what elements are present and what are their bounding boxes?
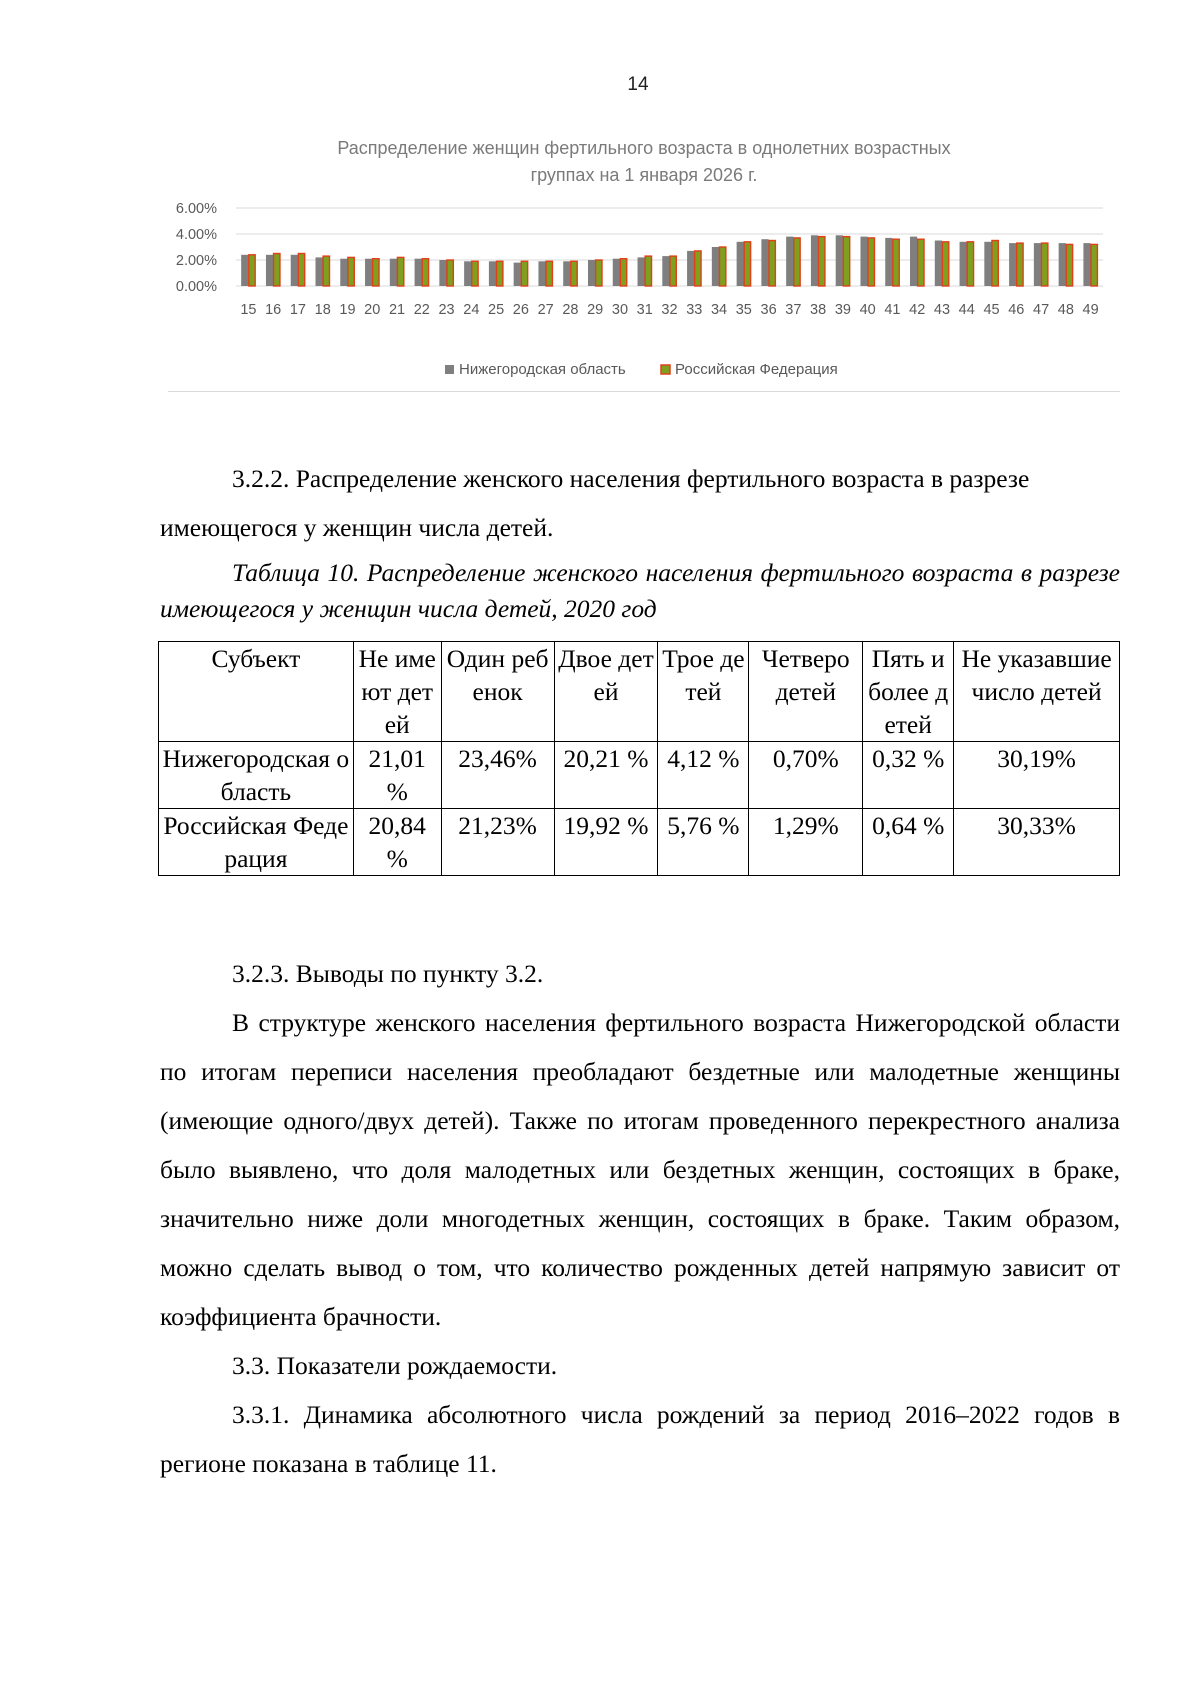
- bar-nizhny-16: [266, 255, 273, 286]
- x-tick-label: 49: [1082, 302, 1099, 318]
- bar-rf-32: [670, 256, 676, 286]
- bar-nizhny-47: [1034, 243, 1041, 286]
- bar-nizhny-45: [984, 242, 991, 286]
- legend-label-rf: Российская Федерация: [675, 361, 838, 378]
- section-322-line-2: имеющегося у женщин числа детей.: [160, 513, 554, 542]
- page-number: 14: [627, 74, 649, 95]
- bar-nizhny-28: [563, 261, 570, 286]
- bar-rf-33: [695, 251, 701, 286]
- bar-rf-41: [893, 239, 899, 286]
- x-tick-label: 30: [611, 302, 629, 318]
- x-tick-label: 43: [933, 302, 951, 318]
- table-cell: 0,64 %: [863, 809, 954, 876]
- x-tick-label: 35: [735, 302, 752, 318]
- chart-y-axis: [176, 201, 217, 295]
- table-cell: 30,33%: [954, 809, 1120, 876]
- x-tick-label: 24: [463, 302, 480, 318]
- table-header-row: [159, 642, 1120, 742]
- bar-nizhny-38: [811, 235, 818, 286]
- x-tick-label: 40: [859, 302, 876, 318]
- table-row: [159, 809, 1120, 876]
- x-tick-label: 37: [785, 302, 802, 318]
- bar-rf-29: [596, 260, 602, 286]
- bar-nizhny-18: [316, 257, 323, 286]
- table-header-cell: Не указавшие число детей: [954, 642, 1120, 742]
- table-header-cell: Трое детей: [658, 642, 749, 742]
- bar-nizhny-37: [786, 237, 793, 286]
- x-tick-label: 23: [438, 302, 455, 318]
- x-tick-label: 46: [1008, 302, 1025, 318]
- section-322-heading: [160, 454, 1120, 552]
- x-tick-label: 32: [661, 302, 678, 318]
- section-322-line-1: 3.2.2. Распределение женского населения фертильного возраста в разрезе: [232, 464, 1030, 493]
- chart-bars: [241, 235, 1097, 286]
- x-tick-label: 48: [1057, 302, 1074, 318]
- table-header-cell: Один ребенок: [441, 642, 554, 742]
- bar-rf-49: [1091, 244, 1097, 286]
- section-331-text: 3.3.1. Динамика абсолютного числа рождений за период 2016–2022 годов в регионе показана в таблице 11.: [160, 1400, 1120, 1478]
- bar-rf-40: [868, 238, 874, 286]
- chart-x-axis: [240, 302, 1098, 318]
- x-tick-label: 47: [1033, 302, 1050, 318]
- y-tick-label: 4.00%: [175, 227, 217, 243]
- table-cell: 30,19%: [954, 742, 1120, 809]
- x-tick-label: 33: [686, 302, 703, 318]
- table-cell: 20,84 %: [353, 809, 441, 876]
- bar-nizhny-33: [687, 251, 694, 286]
- y-tick-label: 6.00%: [175, 201, 217, 217]
- table-cell: 21,23%: [441, 809, 554, 876]
- table-cell: 0,32 %: [863, 742, 954, 809]
- bar-rf-16: [274, 254, 280, 287]
- bar-nizhny-46: [1009, 243, 1016, 286]
- bar-nizhny-41: [885, 238, 892, 286]
- bar-rf-45: [992, 241, 998, 287]
- bar-nizhny-26: [514, 263, 521, 286]
- bar-rf-43: [942, 242, 948, 286]
- table-cell: 0,70%: [749, 742, 863, 809]
- x-tick-label: 17: [289, 302, 306, 318]
- bar-rf-38: [819, 237, 825, 286]
- bar-rf-42: [918, 239, 924, 286]
- x-tick-label: 31: [636, 302, 653, 318]
- table-10-caption: Таблица 10. Распределение женского населения фертильного возраста в разрезе имеющегося у женщин числа детей, 2020 год: [160, 558, 1120, 623]
- table-10: [158, 641, 1120, 876]
- table-row: [159, 742, 1120, 809]
- bar-rf-46: [1017, 243, 1023, 286]
- bar-nizhny-30: [613, 259, 620, 286]
- bar-rf-21: [397, 257, 403, 286]
- table-header-cell: Пять и более детей: [863, 642, 954, 742]
- x-tick-label: 15: [240, 302, 257, 318]
- x-tick-label: 16: [265, 302, 282, 318]
- bar-rf-30: [620, 259, 626, 286]
- bar-rf-17: [298, 254, 304, 287]
- x-tick-label: 26: [512, 302, 529, 318]
- bar-rf-37: [794, 238, 800, 286]
- bar-rf-48: [1066, 244, 1072, 286]
- bar-nizhny-31: [638, 257, 645, 286]
- bar-nizhny-29: [588, 260, 595, 286]
- x-tick-label: 25: [488, 302, 505, 318]
- legend-label-nizhny: Нижегородская область: [459, 361, 626, 378]
- bar-rf-19: [348, 257, 354, 286]
- bar-nizhny-32: [662, 256, 669, 286]
- chart-title-line-1: Распределение женщин фертильного возраста в однолетних возрастных: [337, 138, 951, 158]
- bar-rf-25: [497, 261, 503, 286]
- bar-nizhny-24: [464, 261, 471, 286]
- x-tick-label: 21: [388, 302, 406, 318]
- bar-nizhny-34: [712, 247, 719, 286]
- x-tick-label: 18: [314, 302, 331, 318]
- age-distribution-chart: [168, 128, 1120, 392]
- table-cell: 20,21 %: [554, 742, 658, 809]
- bar-rf-35: [744, 242, 750, 286]
- bar-nizhny-25: [489, 261, 496, 286]
- table-header-cell: Не имеют детей: [353, 642, 441, 742]
- bar-nizhny-22: [415, 259, 422, 286]
- table-cell: 4,12 %: [658, 742, 749, 809]
- bar-nizhny-44: [960, 242, 967, 286]
- bar-rf-28: [571, 261, 577, 286]
- section-33-heading: 3.3. Показатели рождаемости.: [232, 1351, 558, 1380]
- table-cell: 23,46%: [441, 742, 554, 809]
- bar-rf-47: [1041, 243, 1047, 286]
- section-323-body: В структуре женского населения фертильного возраста Нижегородской области по итогам переписи населения преобладают бездетные или малодетные женщины (имеющие одного/двух детей). Также по итогам проведенного перекрестного анализа было выявлено, что доля малодетных или бездетных женщин, состоящих в браке, значительно ниже доли многодетных женщин, состоящих в браке. Таким образом, можно сделать вывод о том, что количество рожденных детей напрямую зависит от коэффициента брачности.: [160, 1008, 1120, 1331]
- bar-nizhny-21: [390, 259, 397, 286]
- table-cell: 21,01 %: [353, 742, 441, 809]
- bar-nizhny-15: [241, 255, 248, 286]
- table-cell: 1,29%: [749, 809, 863, 876]
- table-header-cell: Четверо детей: [749, 642, 863, 742]
- x-tick-label: 39: [834, 302, 851, 318]
- bar-rf-26: [521, 261, 527, 286]
- table-cell: Нижегородская область: [159, 742, 354, 809]
- bar-nizhny-23: [439, 260, 446, 286]
- bar-rf-23: [447, 260, 453, 286]
- bar-rf-22: [422, 259, 428, 286]
- x-tick-label: 42: [909, 302, 926, 318]
- chart-canvas: [168, 128, 1120, 391]
- table-cell: 19,92 %: [554, 809, 658, 876]
- x-tick-label: 27: [537, 302, 554, 318]
- x-tick-label: 45: [983, 302, 1000, 318]
- chart-title-line-2: группах на 1 января 2026 г.: [530, 165, 758, 185]
- table-header-cell: Субъект: [159, 642, 354, 742]
- legend-swatch-nizhny: [445, 365, 454, 374]
- bar-nizhny-36: [761, 239, 768, 286]
- bar-rf-27: [546, 261, 552, 286]
- bar-nizhny-43: [935, 241, 942, 287]
- x-tick-label: 20: [364, 302, 381, 318]
- x-tick-label: 36: [760, 302, 777, 318]
- table-header-cell: Двое детей: [554, 642, 658, 742]
- bar-nizhny-42: [910, 237, 917, 286]
- x-tick-label: 28: [562, 302, 579, 318]
- section-323-heading: 3.2.3. Выводы по пункту 3.2.: [232, 959, 544, 988]
- bar-rf-31: [645, 256, 651, 286]
- x-tick-label: 34: [710, 302, 728, 318]
- bar-rf-44: [967, 242, 973, 286]
- x-tick-label: 19: [339, 302, 356, 318]
- table-cell: 5,76 %: [658, 809, 749, 876]
- bar-nizhny-48: [1059, 243, 1066, 286]
- bar-rf-20: [373, 259, 379, 286]
- x-tick-label: 41: [884, 302, 901, 318]
- bar-rf-39: [843, 237, 849, 286]
- bar-nizhny-20: [365, 259, 372, 286]
- bar-rf-15: [249, 255, 255, 286]
- bar-nizhny-27: [538, 261, 545, 286]
- bar-nizhny-40: [860, 237, 867, 286]
- x-tick-label: 38: [810, 302, 827, 318]
- x-tick-label: 29: [587, 302, 604, 318]
- bar-nizhny-17: [291, 255, 298, 286]
- x-tick-label: 44: [958, 302, 975, 318]
- bar-nizhny-35: [737, 242, 744, 286]
- bar-rf-24: [472, 261, 478, 286]
- bar-nizhny-49: [1083, 243, 1090, 286]
- legend-swatch-rf: [661, 365, 670, 374]
- bar-nizhny-39: [836, 235, 843, 286]
- y-tick-label: 0.00%: [175, 279, 217, 295]
- y-tick-label: 2.00%: [175, 253, 217, 269]
- chart-legend: [445, 361, 838, 378]
- bar-rf-18: [323, 256, 329, 286]
- bar-rf-34: [719, 247, 725, 286]
- bar-rf-36: [769, 241, 775, 287]
- x-tick-label: 22: [413, 302, 430, 318]
- table-cell: Российская Федерация: [159, 809, 354, 876]
- bar-nizhny-19: [340, 259, 347, 286]
